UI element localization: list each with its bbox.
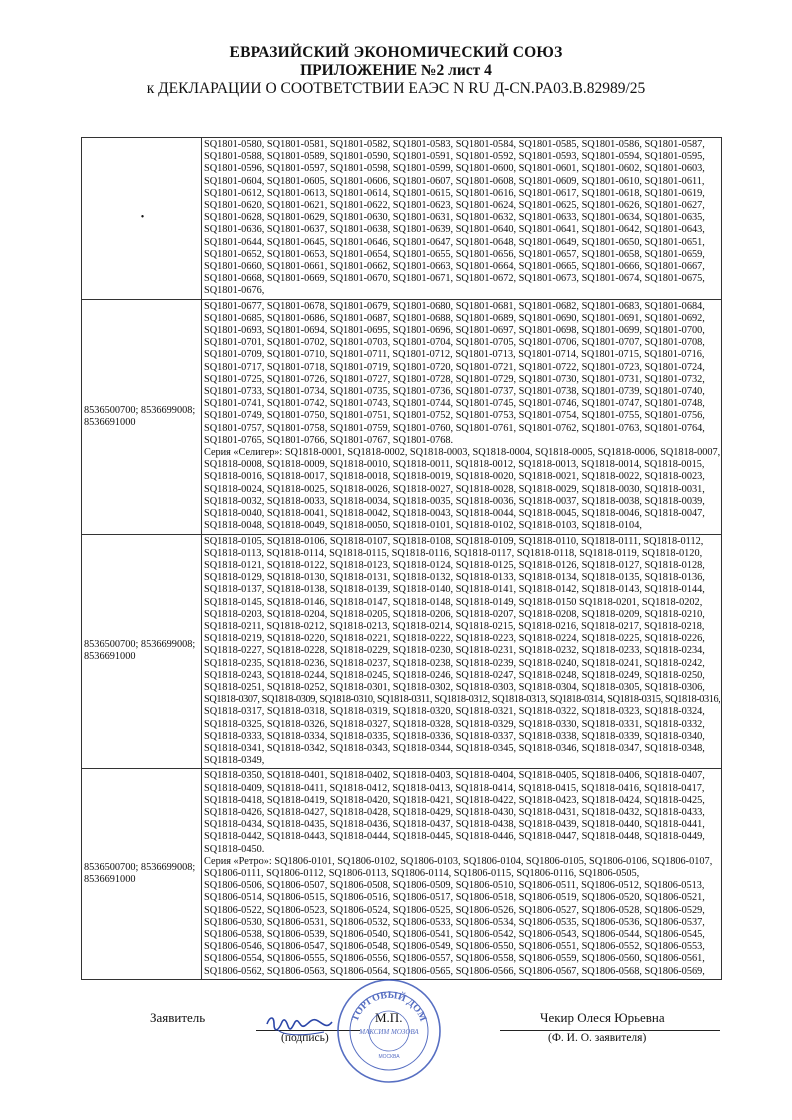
model-list-line: SQ1806-0111, SQ1806-0112, SQ1806-0113, SQ1806-0114, SQ1806-0115, SQ1806-0116, SQ1806-0505, bbox=[204, 867, 640, 879]
model-list-line: SQ1818-0243, SQ1818-0244, SQ1818-0245, SQ1818-0246, SQ1818-0247, SQ1818-0248, SQ1818-0249, SQ1818-0250, bbox=[204, 669, 705, 681]
model-list-line: SQ1818-0434, SQ1818-0435, SQ1818-0436, SQ1818-0437, SQ1818-0438, SQ1818-0439, SQ1818-0440, SQ1818-0441, bbox=[204, 819, 705, 831]
declaration-reference: к ДЕКЛАРАЦИИ О СООТВЕТСТВИИ ЕАЭС N RU Д-CN.PA03.B.82989/25 bbox=[146, 80, 646, 97]
model-list-line: SQ1801-0741, SQ1801-0742, SQ1801-0743, SQ1801-0744, SQ1801-0745, SQ1801-0746, SQ1801-0747, SQ1801-0748, bbox=[204, 398, 705, 410]
model-list-line: SQ1801-0693, SQ1801-0694, SQ1801-0695, SQ1801-0696, SQ1801-0697, SQ1801-0698, SQ1801-0699, SQ1801-0700, bbox=[204, 325, 705, 337]
model-list-line: SQ1818-0032, SQ1818-0033, SQ1818-0034, SQ1818-0035, SQ1818-0036, SQ1818-0037, SQ1818-0038, SQ1818-0039, bbox=[204, 495, 705, 507]
model-list-line: SQ1818-0333, SQ1818-0334, SQ1818-0335, SQ1818-0336, SQ1818-0337, SQ1818-0338, SQ1818-0339, SQ1818-0340, bbox=[204, 730, 705, 742]
applicant-label: Заявитель bbox=[150, 1010, 206, 1025]
model-list-line: SQ1818-0211, SQ1818-0212, SQ1818-0213, SQ1818-0214, SQ1818-0215, SQ1818-0216, SQ1818-0217, SQ1818-0218, bbox=[204, 620, 705, 632]
model-list-line: SQ1801-0685, SQ1801-0686, SQ1801-0687, SQ1801-0688, SQ1801-0689, SQ1801-0690, SQ1801-0691, SQ1801-0692, bbox=[204, 312, 705, 324]
tnved-code-cell bbox=[82, 769, 202, 979]
model-list-line: SQ1801-0676, bbox=[204, 285, 265, 297]
signature-caption: (подпись) bbox=[281, 1032, 329, 1044]
model-list-line: SQ1818-0409, SQ1818-0411, SQ1818-0412, SQ1818-0413, SQ1818-0414, SQ1818-0415, SQ1818-0416, SQ1818-0417, bbox=[204, 782, 705, 794]
model-list-line: SQ1818-0418, SQ1818-0419, SQ1818-0420, SQ1818-0421, SQ1818-0422, SQ1818-0423, SQ1818-0424, SQ1818-0425, bbox=[204, 794, 705, 806]
model-list-line: SQ1801-0668, SQ1801-0669, SQ1801-0670, SQ1801-0671, SQ1801-0672, SQ1801-0673, SQ1801-0674, SQ1801-0675, bbox=[204, 273, 705, 285]
model-list-line: Серия «Ретро»: SQ1806-0101, SQ1806-0102, SQ1806-0103, SQ1806-0104, SQ1806-0105, SQ1806-0106, SQ1806-0107, bbox=[204, 855, 713, 867]
model-list-line: SQ1818-0350, SQ1818-0401, SQ1818-0402, SQ1818-0403, SQ1818-0404, SQ1818-0405, SQ1818-0406, SQ1818-0407, bbox=[204, 770, 705, 782]
model-list-line: SQ1818-0105, SQ1818-0106, SQ1818-0107, SQ1818-0108, SQ1818-0109, SQ1818-0110, SQ1818-0111, SQ1818-0112, bbox=[204, 535, 704, 547]
model-list-line: SQ1801-0765, SQ1801-0766, SQ1801-0767, SQ1801-0768. bbox=[204, 434, 454, 446]
company-seal bbox=[336, 978, 442, 1084]
model-list-line: SQ1818-0307, SQ1818-0309, SQ1818-0310, SQ1818-0311, SQ1818-0312, SQ1818-0313, SQ1818-0314, SQ1818-0315, SQ1818-0316, bbox=[204, 694, 720, 706]
tnved-code-cell bbox=[82, 138, 202, 300]
name-line bbox=[500, 1030, 720, 1031]
model-list-line: SQ1801-0725, SQ1801-0726, SQ1801-0727, SQ1801-0728, SQ1801-0729, SQ1801-0730, SQ1801-0731, SQ1801-0732, bbox=[204, 373, 705, 385]
model-list-line: SQ1806-0522, SQ1806-0523, SQ1806-0524, SQ1806-0525, SQ1806-0526, SQ1806-0527, SQ1806-0528, SQ1806-0529, bbox=[204, 904, 705, 916]
name-caption: (Ф. И. О. заявителя) bbox=[548, 1032, 647, 1044]
signature-block bbox=[0, 989, 792, 1078]
model-list-line: SQ1801-0604, SQ1801-0605, SQ1801-0606, SQ1801-0607, SQ1801-0608, SQ1801-0609, SQ1801-0610, SQ1801-0611, bbox=[204, 175, 705, 187]
model-list-line: SQ1801-0749, SQ1801-0750, SQ1801-0751, SQ1801-0752, SQ1801-0753, SQ1801-0754, SQ1801-0755, SQ1801-0756, bbox=[204, 410, 705, 422]
model-list-line: SQ1801-0620, SQ1801-0621, SQ1801-0622, SQ1801-0623, SQ1801-0624, SQ1801-0625, SQ1801-0626, SQ1801-0627, bbox=[204, 200, 705, 212]
model-list-line: SQ1806-0538, SQ1806-0539, SQ1806-0540, SQ1806-0541, SQ1806-0542, SQ1806-0543, SQ1806-0544, SQ1806-0545, bbox=[204, 929, 705, 940]
handwritten-signature bbox=[264, 1010, 334, 1040]
model-list-line: SQ1801-0596, SQ1801-0597, SQ1801-0598, SQ1801-0599, SQ1801-0600, SQ1801-0601, SQ1801-0602, SQ1801-0603, bbox=[204, 163, 705, 175]
model-list-line: SQ1801-0580, SQ1801-0581, SQ1801-0582, SQ1801-0583, SQ1801-0584, SQ1801-0585, SQ1801-0586, SQ1801-0587, bbox=[204, 139, 705, 150]
model-list-line: SQ1806-0562, SQ1806-0563, SQ1806-0564, SQ1806-0565, SQ1806-0566, SQ1806-0567, SQ1806-0568, SQ1806-0569, bbox=[204, 965, 705, 977]
svg-text:МОСКВА: МОСКВА bbox=[378, 1054, 400, 1060]
model-list-cell bbox=[202, 769, 722, 979]
model-list-line: SQ1818-0341, SQ1818-0342, SQ1818-0343, SQ1818-0344, SQ1818-0345, SQ1818-0346, SQ1818-0347, SQ1818-0348, bbox=[204, 742, 705, 754]
model-list-line: SQ1801-0677, SQ1801-0678, SQ1801-0679, SQ1801-0680, SQ1801-0681, SQ1801-0682, SQ1801-0683, SQ1801-0684, bbox=[204, 300, 705, 312]
model-list-line: SQ1806-0506, SQ1806-0507, SQ1806-0508, SQ1806-0509, SQ1806-0510, SQ1806-0511, SQ1806-0512, SQ1806-0513, bbox=[204, 880, 705, 892]
model-list-cell bbox=[202, 299, 722, 534]
model-list-line: SQ1818-0325, SQ1818-0326, SQ1818-0327, SQ1818-0328, SQ1818-0329, SQ1818-0330, SQ1818-0331, SQ1818-0332, bbox=[204, 718, 705, 730]
model-list-line: SQ1801-0660, SQ1801-0661, SQ1801-0662, SQ1801-0663, SQ1801-0664, SQ1801-0665, SQ1801-0666, SQ1801-0667, bbox=[204, 261, 705, 273]
model-list-line: SQ1818-0251, SQ1818-0252, SQ1818-0301, SQ1818-0302, SQ1818-0303, SQ1818-0304, SQ1818-0305, SQ1818-0306, bbox=[204, 681, 705, 693]
model-list-line: SQ1818-0450. bbox=[204, 843, 265, 855]
tnved-code-cell bbox=[82, 534, 202, 769]
model-list-cell bbox=[202, 534, 722, 769]
model-list-line: SQ1801-0701, SQ1801-0702, SQ1801-0703, SQ1801-0704, SQ1801-0705, SQ1801-0706, SQ1801-0707, SQ1801-0708, bbox=[204, 337, 705, 349]
model-list-line: SQ1818-0121, SQ1818-0122, SQ1818-0123, SQ1818-0124, SQ1818-0125, SQ1818-0126, SQ1818-0127, SQ1818-0128, bbox=[204, 559, 705, 571]
model-list-line: Серия «Селигер»: SQ1818-0001, SQ1818-0002, SQ1818-0003, SQ1818-0004, SQ1818-0005, SQ1818-0006, SQ1818-0007, bbox=[204, 447, 720, 459]
model-list-line: SQ1806-0530, SQ1806-0531, SQ1806-0532, SQ1806-0533, SQ1806-0534, SQ1806-0535, SQ1806-0536, SQ1806-0537, bbox=[204, 916, 705, 928]
model-list-line: SQ1818-0137, SQ1818-0138, SQ1818-0139, SQ1818-0140, SQ1818-0141, SQ1818-0142, SQ1818-0143, SQ1818-0144, bbox=[204, 584, 705, 596]
model-list-line: SQ1818-0219, SQ1818-0220, SQ1818-0221, SQ1818-0222, SQ1818-0223, SQ1818-0224, SQ1818-0225, SQ1818-0226, bbox=[204, 633, 705, 645]
tnved-code: 8536500700; 8536699008; bbox=[84, 862, 196, 874]
model-list-line: SQ1818-0203, SQ1818-0204, SQ1818-0205, SQ1818-0206, SQ1818-0207, SQ1818-0208, SQ1818-0209, SQ1818-0210, bbox=[204, 608, 705, 620]
tnved-code: 8536691000 bbox=[84, 416, 136, 428]
model-list-line: SQ1818-0349, bbox=[204, 755, 265, 767]
model-list-line: SQ1818-0426, SQ1818-0427, SQ1818-0428, SQ1818-0429, SQ1818-0430, SQ1818-0431, SQ1818-0432, SQ1818-0433, bbox=[204, 806, 705, 818]
tnved-code: 8536691000 bbox=[84, 874, 136, 886]
model-list-line: SQ1818-0317, SQ1818-0318, SQ1818-0319, SQ1818-0320, SQ1818-0321, SQ1818-0322, SQ1818-0323, SQ1818-0324, bbox=[204, 706, 705, 718]
model-list-line: SQ1818-0008, SQ1818-0009, SQ1818-0010, SQ1818-0011, SQ1818-0012, SQ1818-0013, SQ1818-0014, SQ1818-0015, bbox=[204, 459, 705, 471]
model-list-cell bbox=[202, 138, 722, 300]
model-list-line: SQ1801-0636, SQ1801-0637, SQ1801-0638, SQ1801-0639, SQ1801-0640, SQ1801-0641, SQ1801-0642, SQ1801-0643, bbox=[204, 224, 705, 236]
tnved-code: 8536691000 bbox=[84, 651, 136, 663]
model-list-line: SQ1818-0227, SQ1818-0228, SQ1818-0229, SQ1818-0230, SQ1818-0231, SQ1818-0232, SQ1818-0233, SQ1818-0234, bbox=[204, 645, 705, 657]
products-table bbox=[81, 137, 722, 980]
model-list-line: SQ1818-0442, SQ1818-0443, SQ1818-0444, SQ1818-0445, SQ1818-0446, SQ1818-0447, SQ1818-0448, SQ1818-0449, bbox=[204, 831, 705, 843]
model-list-line: SQ1818-0129, SQ1818-0130, SQ1818-0131, SQ1818-0132, SQ1818-0133, SQ1818-0134, SQ1818-0135, SQ1818-0136, bbox=[204, 572, 705, 584]
applicant-name: Чекир Олеся Юрьевна bbox=[540, 1010, 665, 1025]
union-title: ЕВРАЗИЙСКИЙ ЭКОНОМИЧЕСКИЙ СОЮЗ bbox=[229, 44, 563, 61]
model-list-line: SQ1801-0652, SQ1801-0653, SQ1801-0654, SQ1801-0655, SQ1801-0656, SQ1801-0657, SQ1801-0658, SQ1801-0659, bbox=[204, 248, 705, 260]
tnved-code: 8536500700; 8536699008; bbox=[84, 404, 196, 416]
model-list-line: SQ1806-0546, SQ1806-0547, SQ1806-0548, SQ1806-0549, SQ1806-0550, SQ1806-0551, SQ1806-0552, SQ1806-0553, bbox=[204, 941, 705, 953]
model-list-line: SQ1818-0040, SQ1818-0041, SQ1818-0042, SQ1818-0043, SQ1818-0044, SQ1818-0045, SQ1818-0046, SQ1818-0047, bbox=[204, 508, 705, 520]
model-list-line: SQ1818-0024, SQ1818-0025, SQ1818-0026, SQ1818-0027, SQ1818-0028, SQ1818-0029, SQ1818-0030, SQ1818-0031, bbox=[204, 483, 705, 495]
model-list-line: SQ1806-0514, SQ1806-0515, SQ1806-0516, SQ1806-0517, SQ1806-0518, SQ1806-0519, SQ1806-0520, SQ1806-0521, bbox=[204, 892, 705, 904]
model-list-line: SQ1801-0588, SQ1801-0589, SQ1801-0590, SQ1801-0591, SQ1801-0592, SQ1801-0593, SQ1801-0594, SQ1801-0595, bbox=[204, 151, 705, 163]
model-list-line: SQ1818-0113, SQ1818-0114, SQ1818-0115, SQ1818-0116, SQ1818-0117, SQ1818-0118, SQ1818-0119, SQ1818-0120, bbox=[204, 547, 703, 559]
table-row bbox=[82, 299, 722, 534]
model-list-line: SQ1801-0733, SQ1801-0734, SQ1801-0735, SQ1801-0736, SQ1801-0737, SQ1801-0738, SQ1801-0739, SQ1801-0740, bbox=[204, 386, 705, 398]
model-list-line: SQ1806-0554, SQ1806-0555, SQ1806-0556, SQ1806-0557, SQ1806-0558, SQ1806-0559, SQ1806-0560, SQ1806-0561, bbox=[204, 953, 705, 965]
table-row bbox=[82, 138, 722, 300]
svg-text:МАКСИМ МОЗОВА: МАКСИМ МОЗОВА bbox=[359, 1028, 419, 1036]
table-row bbox=[82, 769, 722, 979]
document-header bbox=[0, 44, 792, 98]
table-row bbox=[82, 534, 722, 769]
model-list-line: SQ1801-0709, SQ1801-0710, SQ1801-0711, SQ1801-0712, SQ1801-0713, SQ1801-0714, SQ1801-0715, SQ1801-0716, bbox=[204, 349, 705, 361]
model-list-line: SQ1801-0612, SQ1801-0613, SQ1801-0614, SQ1801-0615, SQ1801-0616, SQ1801-0617, SQ1801-0618, SQ1801-0619, bbox=[204, 187, 705, 199]
model-list-line: SQ1818-0048, SQ1818-0049, SQ1818-0050, SQ1818-0101, SQ1818-0102, SQ1818-0103, SQ1818-0104, bbox=[204, 520, 642, 532]
appendix-title: ПРИЛОЖЕНИЕ №2 лист 4 bbox=[300, 62, 492, 79]
model-list-line: SQ1801-0644, SQ1801-0645, SQ1801-0646, SQ1801-0647, SQ1801-0648, SQ1801-0649, SQ1801-0650, SQ1801-0651, bbox=[204, 236, 705, 248]
row-marker: • bbox=[140, 212, 145, 224]
seal-place-label: М.П. bbox=[375, 1010, 403, 1025]
model-list-line: SQ1818-0016, SQ1818-0017, SQ1818-0018, SQ1818-0019, SQ1818-0020, SQ1818-0021, SQ1818-0022, SQ1818-0023, bbox=[204, 471, 705, 483]
tnved-code-cell bbox=[82, 299, 202, 534]
model-list-line: SQ1801-0628, SQ1801-0629, SQ1801-0630, SQ1801-0631, SQ1801-0632, SQ1801-0633, SQ1801-0634, SQ1801-0635, bbox=[204, 212, 705, 224]
model-list-line: SQ1801-0717, SQ1801-0718, SQ1801-0719, SQ1801-0720, SQ1801-0721, SQ1801-0722, SQ1801-0723, SQ1801-0724, bbox=[204, 361, 705, 373]
model-list-line: SQ1801-0757, SQ1801-0758, SQ1801-0759, SQ1801-0760, SQ1801-0761, SQ1801-0762, SQ1801-0763, SQ1801-0764, bbox=[204, 422, 705, 434]
svg-text:ТОРГОВЫЙ ДОМ: ТОРГОВЫЙ ДОМ bbox=[349, 989, 429, 1024]
tnved-code: 8536500700; 8536699008; bbox=[84, 639, 196, 651]
model-list-line: SQ1818-0235, SQ1818-0236, SQ1818-0237, SQ1818-0238, SQ1818-0239, SQ1818-0240, SQ1818-0241, SQ1818-0242, bbox=[204, 657, 705, 669]
model-list-line: SQ1818-0145, SQ1818-0146, SQ1818-0147, SQ1818-0148, SQ1818-0149, SQ1818-0150 SQ1818-0201, SQ1818-0202, bbox=[204, 596, 703, 608]
